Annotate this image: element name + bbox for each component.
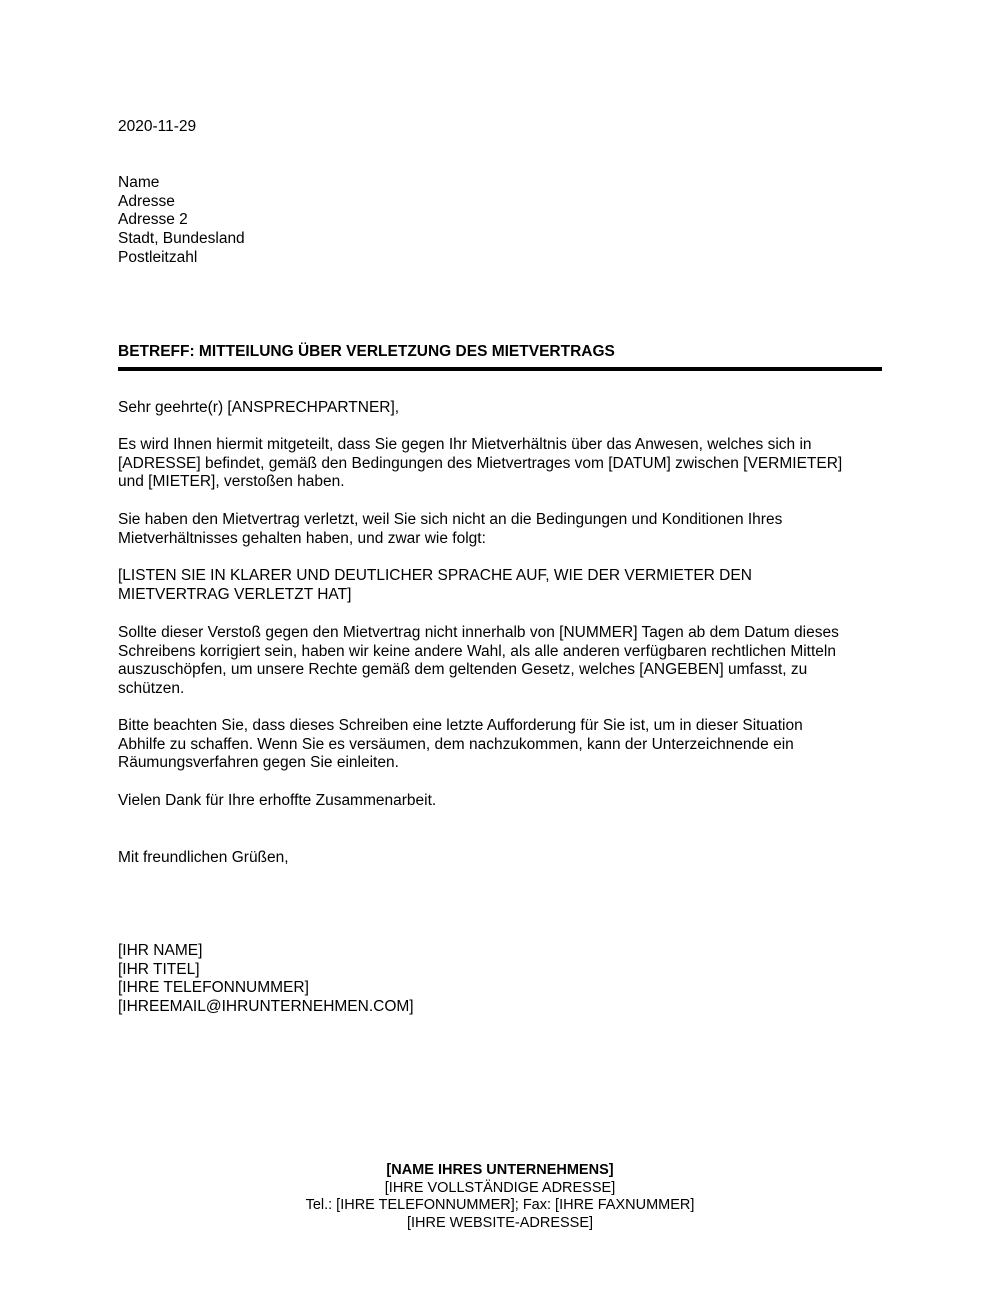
signature-title: [IHR TITEL] [118, 960, 200, 978]
subject-line [118, 343, 888, 362]
paragraph-line: Sollte dieser Verstoß gegen den Mietvertrag nicht innerhalb von [NUMMER] Tagen ab dem Datum dieses [118, 624, 839, 641]
salutation-text: Sehr geehrte(r) [ANSPRECHPARTNER], [118, 399, 400, 416]
footer-company-name: [NAME IHRES UNTERNEHMENS] [386, 1162, 614, 1178]
footer-address: [IHRE VOLLSTÄNDIGE ADRESSE] [384, 1179, 616, 1196]
footer-contact: Tel.: [IHRE TELEFONNUMMER]; Fax: [IHRE FAXNUMMER] [305, 1197, 695, 1213]
paragraph-line: [ADRESSE] befindet, gemäß den Bedingungen des Mietvertrages vom [DATUM] zwischen [VERMIETER] [118, 454, 843, 472]
closing-text: Mit freundlichen Grüßen, [118, 849, 289, 866]
closing [118, 849, 888, 868]
paragraph-1 [118, 436, 888, 492]
recipient-address-2: Adresse 2 [118, 211, 188, 229]
paragraph-line: Es wird Ihnen hiermit mitgeteilt, dass Sie gegen Ihr Mietverhältnis über das Anwesen, welches sich in [118, 436, 812, 453]
signature-block [118, 942, 888, 1017]
paragraph-6 [118, 792, 888, 811]
signature-name: [IHR NAME] [118, 942, 203, 959]
date-text: 2020-11-29 [118, 118, 197, 135]
paragraph-line: schützen. [118, 680, 185, 698]
footer-website: [IHRE WEBSITE-ADRESSE] [406, 1214, 594, 1231]
paragraph-4 [118, 624, 888, 699]
paragraph-line: [LISTEN SIE IN KLARER UND DEUTLICHER SPRACHE AUF, WIE DER VERMIETER DEN [118, 567, 752, 584]
company-footer [0, 1162, 1000, 1232]
paragraph-line: Sie haben den Mietvertrag verletzt, weil Sie sich nicht an die Bedingungen und Konditionen Ihres [118, 511, 783, 528]
recipient-city-state: Stadt, Bundesland [118, 230, 245, 248]
recipient-postal-code: Postleitzahl [118, 248, 198, 266]
signature-phone: [IHRE TELEFONNUMMER] [118, 979, 309, 997]
paragraph-line: auszuschöpfen, um unsere Rechte gemäß dem geltenden Gesetz, welches [ANGEBEN] umfasst, zu [118, 661, 808, 679]
recipient-name: Name [118, 174, 160, 191]
paragraph-line: Schreibens korrigiert sein, haben wir keine andere Wahl, als alle anderen verfügbaren rechtlichen Mitteln [118, 642, 836, 660]
paragraph-line: Vielen Dank für Ihre erhoffte Zusammenarbeit. [118, 792, 437, 809]
recipient-address [118, 174, 888, 268]
letter-date [118, 118, 888, 137]
subject-text: BETREFF: MITTEILUNG ÜBER VERLETZUNG DES MIETVERTRAGS [118, 343, 615, 360]
paragraph-line: Bitte beachten Sie, dass dieses Schreiben eine letzte Aufforderung für Sie ist, um in dieser Situation [118, 717, 803, 734]
paragraph-line: Abhilfe zu schaffen. Wenn Sie es versäumen, dem nachzukommen, kann der Unterzeichnende ein [118, 735, 794, 753]
paragraph-line: Mietverhältnisses gehalten haben, und zwar wie folgt: [118, 529, 486, 547]
paragraph-line: MIETVERTRAG VERLETZT HAT] [118, 585, 352, 603]
subject-divider [118, 367, 882, 371]
paragraph-line: und [MIETER], verstoßen haben. [118, 473, 345, 491]
paragraph-line: Räumungsverfahren gegen Sie einleiten. [118, 754, 399, 772]
paragraph-5 [118, 717, 888, 773]
signature-email: [IHREEMAIL@IHRUNTERNEHMEN.COM] [118, 998, 414, 1016]
recipient-address-1: Adresse [118, 192, 175, 210]
paragraph-3-placeholder [118, 567, 888, 604]
salutation [118, 399, 888, 418]
paragraph-2 [118, 511, 888, 548]
